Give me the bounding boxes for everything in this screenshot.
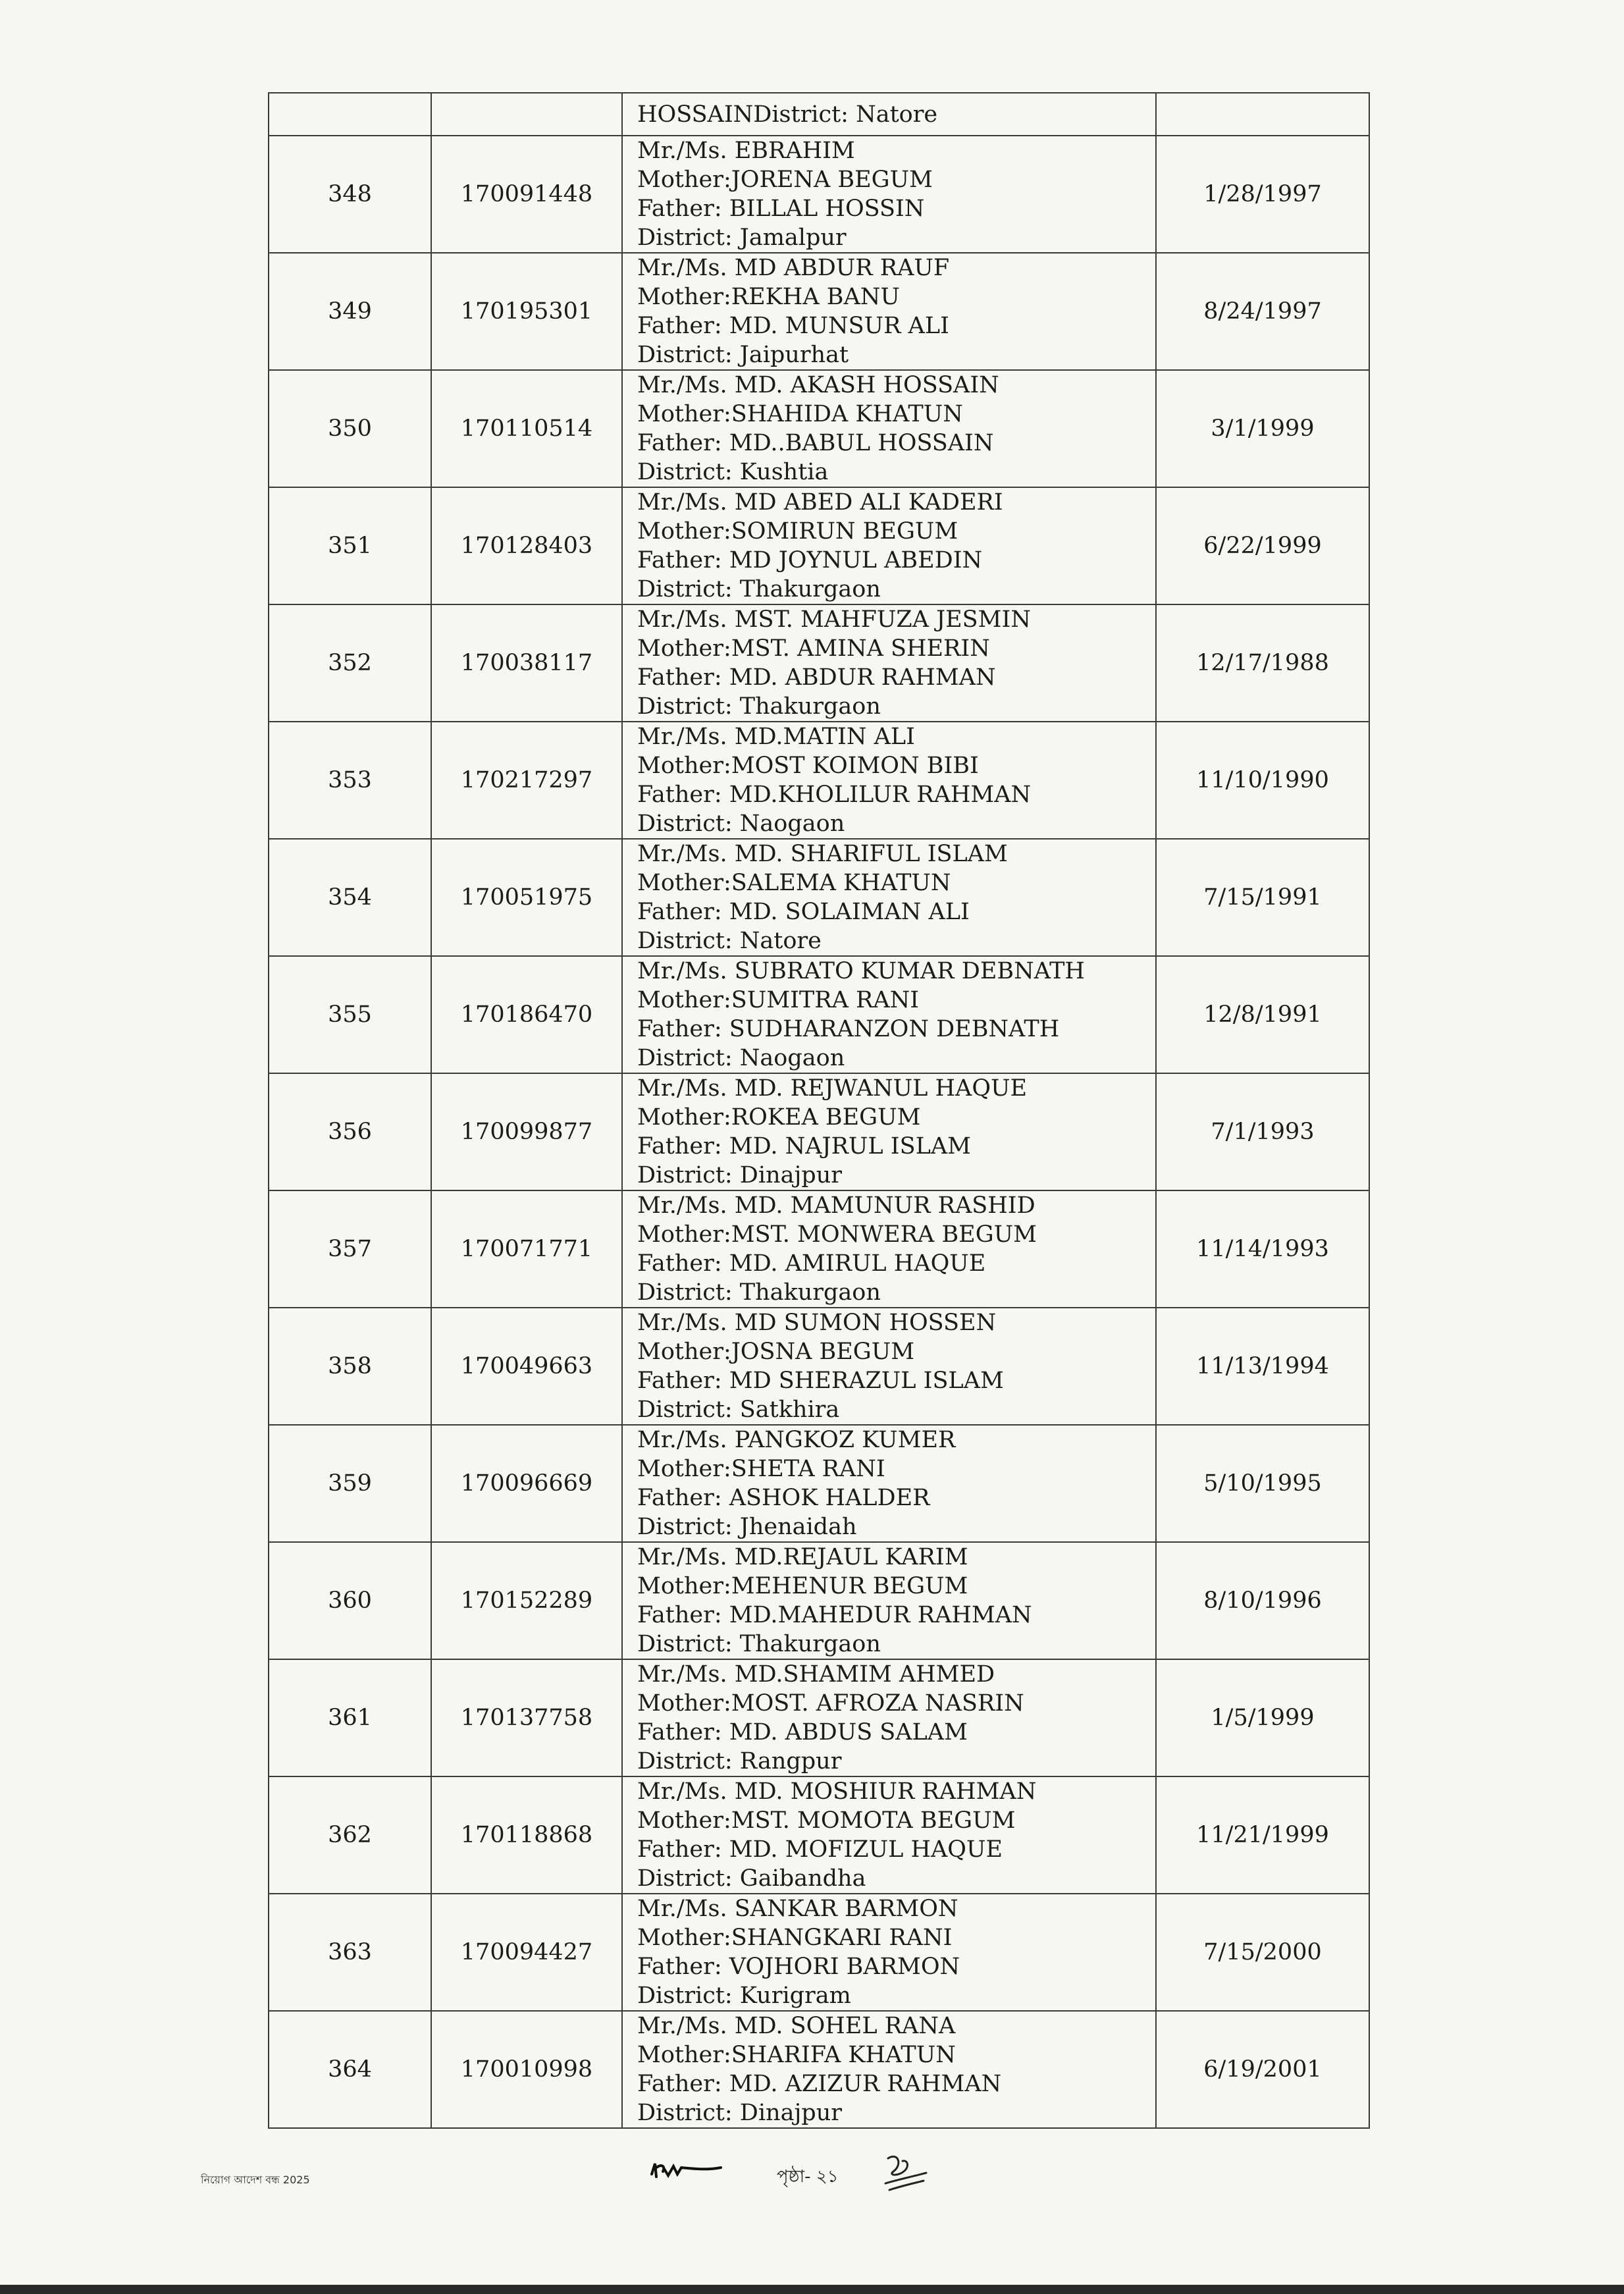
candidate-name: Mr./Ms. MD. REJWANUL HAQUE — [637, 1075, 1028, 1102]
date-of-birth-cell: 7/15/2000 — [1156, 1894, 1369, 2011]
continued-info-cell — [622, 93, 1156, 136]
date-of-birth-cell: 7/1/1993 — [1156, 1073, 1369, 1190]
date-of-birth-cell: 11/10/1990 — [1156, 722, 1369, 839]
district-name: District: Natore — [637, 928, 822, 954]
mother-name: Mother:MOST. AFROZA NASRIN — [637, 1690, 1024, 1717]
date-of-birth-cell: 7/15/1991 — [1156, 839, 1369, 956]
serial-number-cell: 353 — [269, 722, 431, 839]
candidate-name: Mr./Ms. MD.REJAUL KARIM — [637, 1544, 968, 1570]
district-name: District: Jhenaidah — [637, 1514, 857, 1540]
mother-name: Mother:MST. MONWERA BEGUM — [637, 1221, 1037, 1248]
mother-name: Mother:SUMITRA RANI — [637, 987, 920, 1013]
serial-number-cell: 362 — [269, 1776, 431, 1894]
date-of-birth-cell: 1/5/1999 — [1156, 1659, 1369, 1776]
registration-number-cell: 170118868 — [431, 1776, 622, 1894]
father-name: Father: MD. MOFIZUL HAQUE — [637, 1836, 1003, 1863]
candidate-name: Mr./Ms. MD. SOHEL RANA — [637, 2013, 956, 2039]
father-name: Father: VOJHORI BARMON — [637, 1954, 960, 1980]
candidate-table — [268, 92, 1370, 2129]
father-name: Father: SUDHARANZON DEBNATH — [637, 1016, 1060, 1042]
registration-number-cell: 170186470 — [431, 956, 622, 1073]
mother-name: Mother:JOSNA BEGUM — [637, 1339, 915, 1365]
candidate-info-cell — [622, 2011, 1156, 2128]
candidate-name: Mr./Ms. MD SUMON HOSSEN — [637, 1310, 997, 1336]
district-name: District: Kurigram — [637, 1983, 851, 2009]
district-name: District: Satkhira — [637, 1397, 840, 1423]
candidate-name: Mr./Ms. MD.SHAMIM AHMED — [637, 1661, 995, 1688]
table-row — [269, 1659, 1369, 1776]
registration-number-cell: 170195301 — [431, 253, 622, 370]
mother-name: Mother:MEHENUR BEGUM — [637, 1573, 968, 1599]
registration-number-cell: 170099877 — [431, 1073, 622, 1190]
date-of-birth-cell: 12/17/1988 — [1156, 604, 1369, 722]
table-row — [269, 1073, 1369, 1190]
father-name: Father: MD JOYNUL ABEDIN — [637, 547, 983, 574]
mother-name: Mother:SHETA RANI — [637, 1456, 885, 1482]
candidate-info-cell — [622, 1190, 1156, 1308]
father-name: Father: ASHOK HALDER — [637, 1485, 930, 1511]
registration-number-cell: 170094427 — [431, 1894, 622, 2011]
registration-number-cell: 170049663 — [431, 1308, 622, 1425]
serial-number-cell: 352 — [269, 604, 431, 722]
district-name: District: Gaibandha — [637, 1865, 866, 1892]
serial-number-cell: 349 — [269, 253, 431, 370]
serial-number-cell: 357 — [269, 1190, 431, 1308]
mother-name: Mother:SHANGKARI RANI — [637, 1925, 953, 1951]
candidate-info-cell — [622, 839, 1156, 956]
mother-name: Mother:SALEMA KHATUN — [637, 870, 951, 896]
date-of-birth-cell: 8/10/1996 — [1156, 1542, 1369, 1659]
candidate-name: Mr./Ms. PANGKOZ KUMER — [637, 1427, 956, 1453]
father-name: Father: MD SHERAZUL ISLAM — [637, 1368, 1004, 1394]
father-name: Father: MD. AMIRUL HAQUE — [637, 1250, 986, 1277]
candidate-info-cell — [622, 1073, 1156, 1190]
serial-number-cell: 358 — [269, 1308, 431, 1425]
serial-number-cell: 356 — [269, 1073, 431, 1190]
table-row — [269, 956, 1369, 1073]
serial-number-cell: 350 — [269, 370, 431, 487]
date-of-birth-cell: 5/10/1995 — [1156, 1425, 1369, 1542]
district-name: District: Naogaon — [637, 1045, 845, 1071]
district-name: District: Jaipurhat — [637, 342, 849, 368]
candidate-info-cell — [622, 253, 1156, 370]
registration-number-cell: 170217297 — [431, 722, 622, 839]
candidate-name: Mr./Ms. SUBRATO KUMAR DEBNATH — [637, 958, 1085, 984]
date-of-birth-cell: 12/8/1991 — [1156, 956, 1369, 1073]
district-name: District: Naogaon — [637, 811, 845, 837]
date-of-birth-cell: 1/28/1997 — [1156, 136, 1369, 253]
district-name: District: Dinajpur — [637, 1162, 842, 1188]
table-row — [269, 487, 1369, 604]
registration-number-cell: 170137758 — [431, 1659, 622, 1776]
registration-number-cell: 170038117 — [431, 604, 622, 722]
date-of-birth-cell: 11/13/1994 — [1156, 1308, 1369, 1425]
table-row — [269, 839, 1369, 956]
candidate-name: Mr./Ms. MD. SHARIFUL ISLAM — [637, 841, 1008, 867]
candidate-info-cell — [622, 722, 1156, 839]
candidate-name: Mr./Ms. MD.MATIN ALI — [637, 724, 915, 750]
date-of-birth-cell: 11/21/1999 — [1156, 1776, 1369, 1894]
signature-mark-right — [879, 2147, 931, 2202]
candidate-name: Mr./Ms. MD. AKASH HOSSAIN — [637, 372, 999, 398]
registration-number-cell: 170128403 — [431, 487, 622, 604]
candidate-info-cell — [622, 370, 1156, 487]
mother-name: Mother:SOMIRUN BEGUM — [637, 518, 958, 545]
candidate-info-cell — [622, 1425, 1156, 1542]
candidate-table-container — [268, 92, 1369, 2129]
candidate-info-cell — [622, 487, 1156, 604]
continued-dob-cell — [1156, 93, 1369, 136]
continued-reg-cell — [431, 93, 622, 136]
table-row — [269, 722, 1369, 839]
candidate-info-cell — [622, 956, 1156, 1073]
serial-number-cell: 351 — [269, 487, 431, 604]
candidate-info-cell — [622, 604, 1156, 722]
footer-note: নিয়োগ আদেশ বন্ধ 2025 — [201, 2174, 310, 2186]
district-name: District: Kushtia — [637, 459, 829, 485]
date-of-birth-cell: 8/24/1997 — [1156, 253, 1369, 370]
registration-number-cell: 170071771 — [431, 1190, 622, 1308]
candidate-name: Mr./Ms. EBRAHIM — [637, 138, 855, 164]
mother-name: Mother:JORENA BEGUM — [637, 167, 933, 193]
father-name: Father: MD. MUNSUR ALI — [637, 313, 949, 339]
serial-number-cell: 354 — [269, 839, 431, 956]
district-name: District: Jamalpur — [637, 225, 847, 251]
serial-number-cell: 355 — [269, 956, 431, 1073]
candidate-info-cell — [622, 136, 1156, 253]
father-name: Father: MD. NAJRUL ISLAM — [637, 1133, 971, 1160]
registration-number-cell: 170110514 — [431, 370, 622, 487]
serial-number-cell: 363 — [269, 1894, 431, 2011]
table-row — [269, 370, 1369, 487]
table-row — [269, 1308, 1369, 1425]
candidate-name: Mr./Ms. MST. MAHFUZA JESMIN — [637, 606, 1031, 633]
page-bottom-edge — [0, 2285, 1624, 2294]
candidate-name: Mr./Ms. MD ABED ALI KADERI — [637, 489, 1003, 516]
district-name: District: Thakurgaon — [637, 1631, 881, 1657]
table-row — [269, 1542, 1369, 1659]
registration-number-cell: 170152289 — [431, 1542, 622, 1659]
district-name: District: Thakurgaon — [637, 1279, 881, 1306]
date-of-birth-cell: 11/14/1993 — [1156, 1190, 1369, 1308]
candidate-info-cell — [622, 1308, 1156, 1425]
mother-name: Mother:REKHA BANU — [637, 284, 900, 310]
continued-info: HOSSAINDistrict: Natore — [637, 101, 938, 128]
mother-name: Mother:MST. MOMOTA BEGUM — [637, 1807, 1016, 1834]
continued-sl-cell — [269, 93, 431, 136]
father-name: Father: MD. SOLAIMAN ALI — [637, 899, 970, 925]
candidate-name: Mr./Ms. SANKAR BARMON — [637, 1896, 958, 1922]
serial-number-cell: 361 — [269, 1659, 431, 1776]
continued-row — [269, 93, 1369, 136]
date-of-birth-cell: 6/22/1999 — [1156, 487, 1369, 604]
date-of-birth-cell: 3/1/1999 — [1156, 370, 1369, 487]
table-row — [269, 136, 1369, 253]
district-name: District: Rangpur — [637, 1748, 842, 1774]
registration-number-cell: 170010998 — [431, 2011, 622, 2128]
candidate-name: Mr./Ms. MD ABDUR RAUF — [637, 255, 950, 281]
serial-number-cell: 348 — [269, 136, 431, 253]
father-name: Father: MD.MAHEDUR RAHMAN — [637, 1602, 1032, 1628]
mother-name: Mother:MST. AMINA SHERIN — [637, 635, 990, 662]
table-row — [269, 1894, 1369, 2011]
candidate-table-body — [269, 93, 1369, 2128]
candidate-name: Mr./Ms. MD. MAMUNUR RASHID — [637, 1192, 1035, 1219]
father-name: Father: MD. AZIZUR RAHMAN — [637, 2071, 1002, 2097]
registration-number-cell: 170096669 — [431, 1425, 622, 1542]
father-name: Father: MD. ABDUR RAHMAN — [637, 664, 996, 691]
district-name: District: Dinajpur — [637, 2100, 842, 2126]
father-name: Father: MD.KHOLILUR RAHMAN — [637, 782, 1032, 808]
date-of-birth-cell: 6/19/2001 — [1156, 2011, 1369, 2128]
district-name: District: Thakurgaon — [637, 576, 881, 602]
candidate-info-cell — [622, 1776, 1156, 1894]
father-name: Father: BILLAL HOSSIN — [637, 196, 925, 222]
candidate-info-cell — [622, 1894, 1156, 2011]
serial-number-cell: 364 — [269, 2011, 431, 2128]
table-row — [269, 253, 1369, 370]
mother-name: Mother:SHAHIDA KHATUN — [637, 401, 963, 427]
table-row — [269, 604, 1369, 722]
page-number: পৃষ্ঠা- ২১ — [777, 2167, 839, 2187]
table-row — [269, 2011, 1369, 2128]
mother-name: Mother:MOST KOIMON BIBI — [637, 753, 979, 779]
serial-number-cell: 359 — [269, 1425, 431, 1542]
table-row — [269, 1190, 1369, 1308]
mother-name: Mother:SHARIFA KHATUN — [637, 2042, 956, 2068]
candidate-info-cell — [622, 1542, 1156, 1659]
registration-number-cell: 170051975 — [431, 839, 622, 956]
mother-name: Mother:ROKEA BEGUM — [637, 1104, 921, 1131]
table-row — [269, 1776, 1369, 1894]
registration-number-cell: 170091448 — [431, 136, 622, 253]
father-name: Father: MD..BABUL HOSSAIN — [637, 430, 994, 456]
serial-number-cell: 360 — [269, 1542, 431, 1659]
table-row — [269, 1425, 1369, 1542]
signature-mark-left — [648, 2154, 727, 2190]
candidate-name: Mr./Ms. MD. MOSHIUR RAHMAN — [637, 1778, 1037, 1805]
district-name: District: Thakurgaon — [637, 693, 881, 720]
candidate-info-cell — [622, 1659, 1156, 1776]
father-name: Father: MD. ABDUS SALAM — [637, 1719, 968, 1746]
